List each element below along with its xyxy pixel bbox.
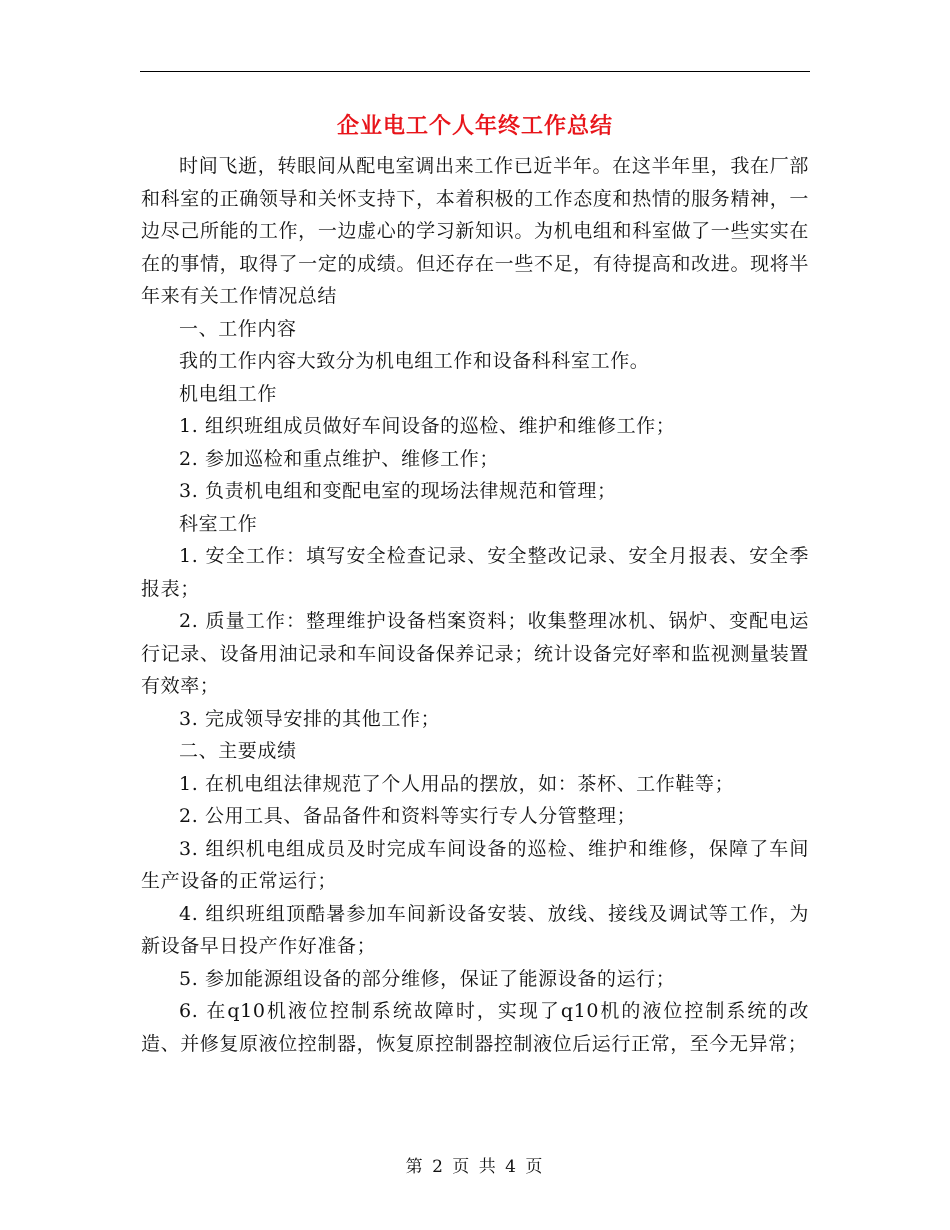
- section-heading-achievements: 二、主要成绩: [179, 740, 297, 762]
- list-item: 2. 公用工具、备品备件和资料等实行专人分管整理；: [179, 805, 637, 827]
- subheading-office-work: 科室工作: [179, 512, 258, 535]
- list-item: 1. 安全工作：填写安全检查记录、安全整改记录、安全月报表、安全季报表；: [141, 545, 809, 600]
- section-heading-work-content: 一、工作内容: [179, 317, 297, 340]
- list-item: 4. 组织班组顶酷暑参加车间新设备安装、放线、接线及调试等工作，为新设备早日投产作好准备；: [141, 902, 809, 957]
- subheading-electromechanical-group: 机电组工作: [179, 382, 278, 405]
- document-title: 企业电工个人年终工作总结: [336, 113, 613, 139]
- list-item: 1. 组织班组成员做好车间设备的巡检、维护和维修工作；: [179, 415, 676, 437]
- list-item: 6. 在q10机液位控制系统故障时，实现了q10机的液位控制系统的改造、并修复原液位控制器，恢复原控制器控制液位后运行正常，至今无异常；: [141, 1000, 809, 1055]
- paragraph-work-scope: 我的工作内容大致分为机电组工作和设备科科室工作。: [179, 350, 650, 372]
- document-body: [141, 150, 809, 1060]
- list-item: 2. 参加巡检和重点维护、维修工作；: [179, 447, 499, 470]
- list-item: 5. 参加能源组设备的部分维修，保证了能源设备的运行；: [179, 967, 676, 990]
- list-item: 1. 在机电组法律规范了个人用品的摆放，如：茶杯、工作鞋等；: [179, 772, 735, 795]
- paragraph-intro: 时间飞逝，转眼间从配电室调出来工作已近半年。在这半年里，我在厂部和科室的正确领导和关怀支持下，本着积极的工作态度和热情的服务精神，一边尽己所能的工作，一边虚心的学习新知识。为机电组和科室做了一些实实在在的事情，取得了一定的成绩。但还存在一些不足，有待提高和改进。现将半年来有关工作情况总结: [141, 155, 809, 307]
- list-item: 3. 完成领导安排的其他工作；: [179, 707, 441, 730]
- list-item: 3. 负责机电组和变配电室的现场法律规范和管理；: [179, 480, 617, 502]
- header-rule: [140, 71, 810, 72]
- list-item: 2. 质量工作：整理维护设备档案资料；收集整理冰机、锅炉、变配电运行记录、设备用油记录和车间设备保养记录；统计设备完好率和监视测量装置有效率；: [141, 610, 809, 697]
- page-number-footer: 第 2 页 共 4 页: [405, 1157, 545, 1177]
- list-item: 3. 组织机电组成员及时完成车间设备的巡检、维护和维修，保障了车间生产设备的正常运行；: [141, 837, 809, 892]
